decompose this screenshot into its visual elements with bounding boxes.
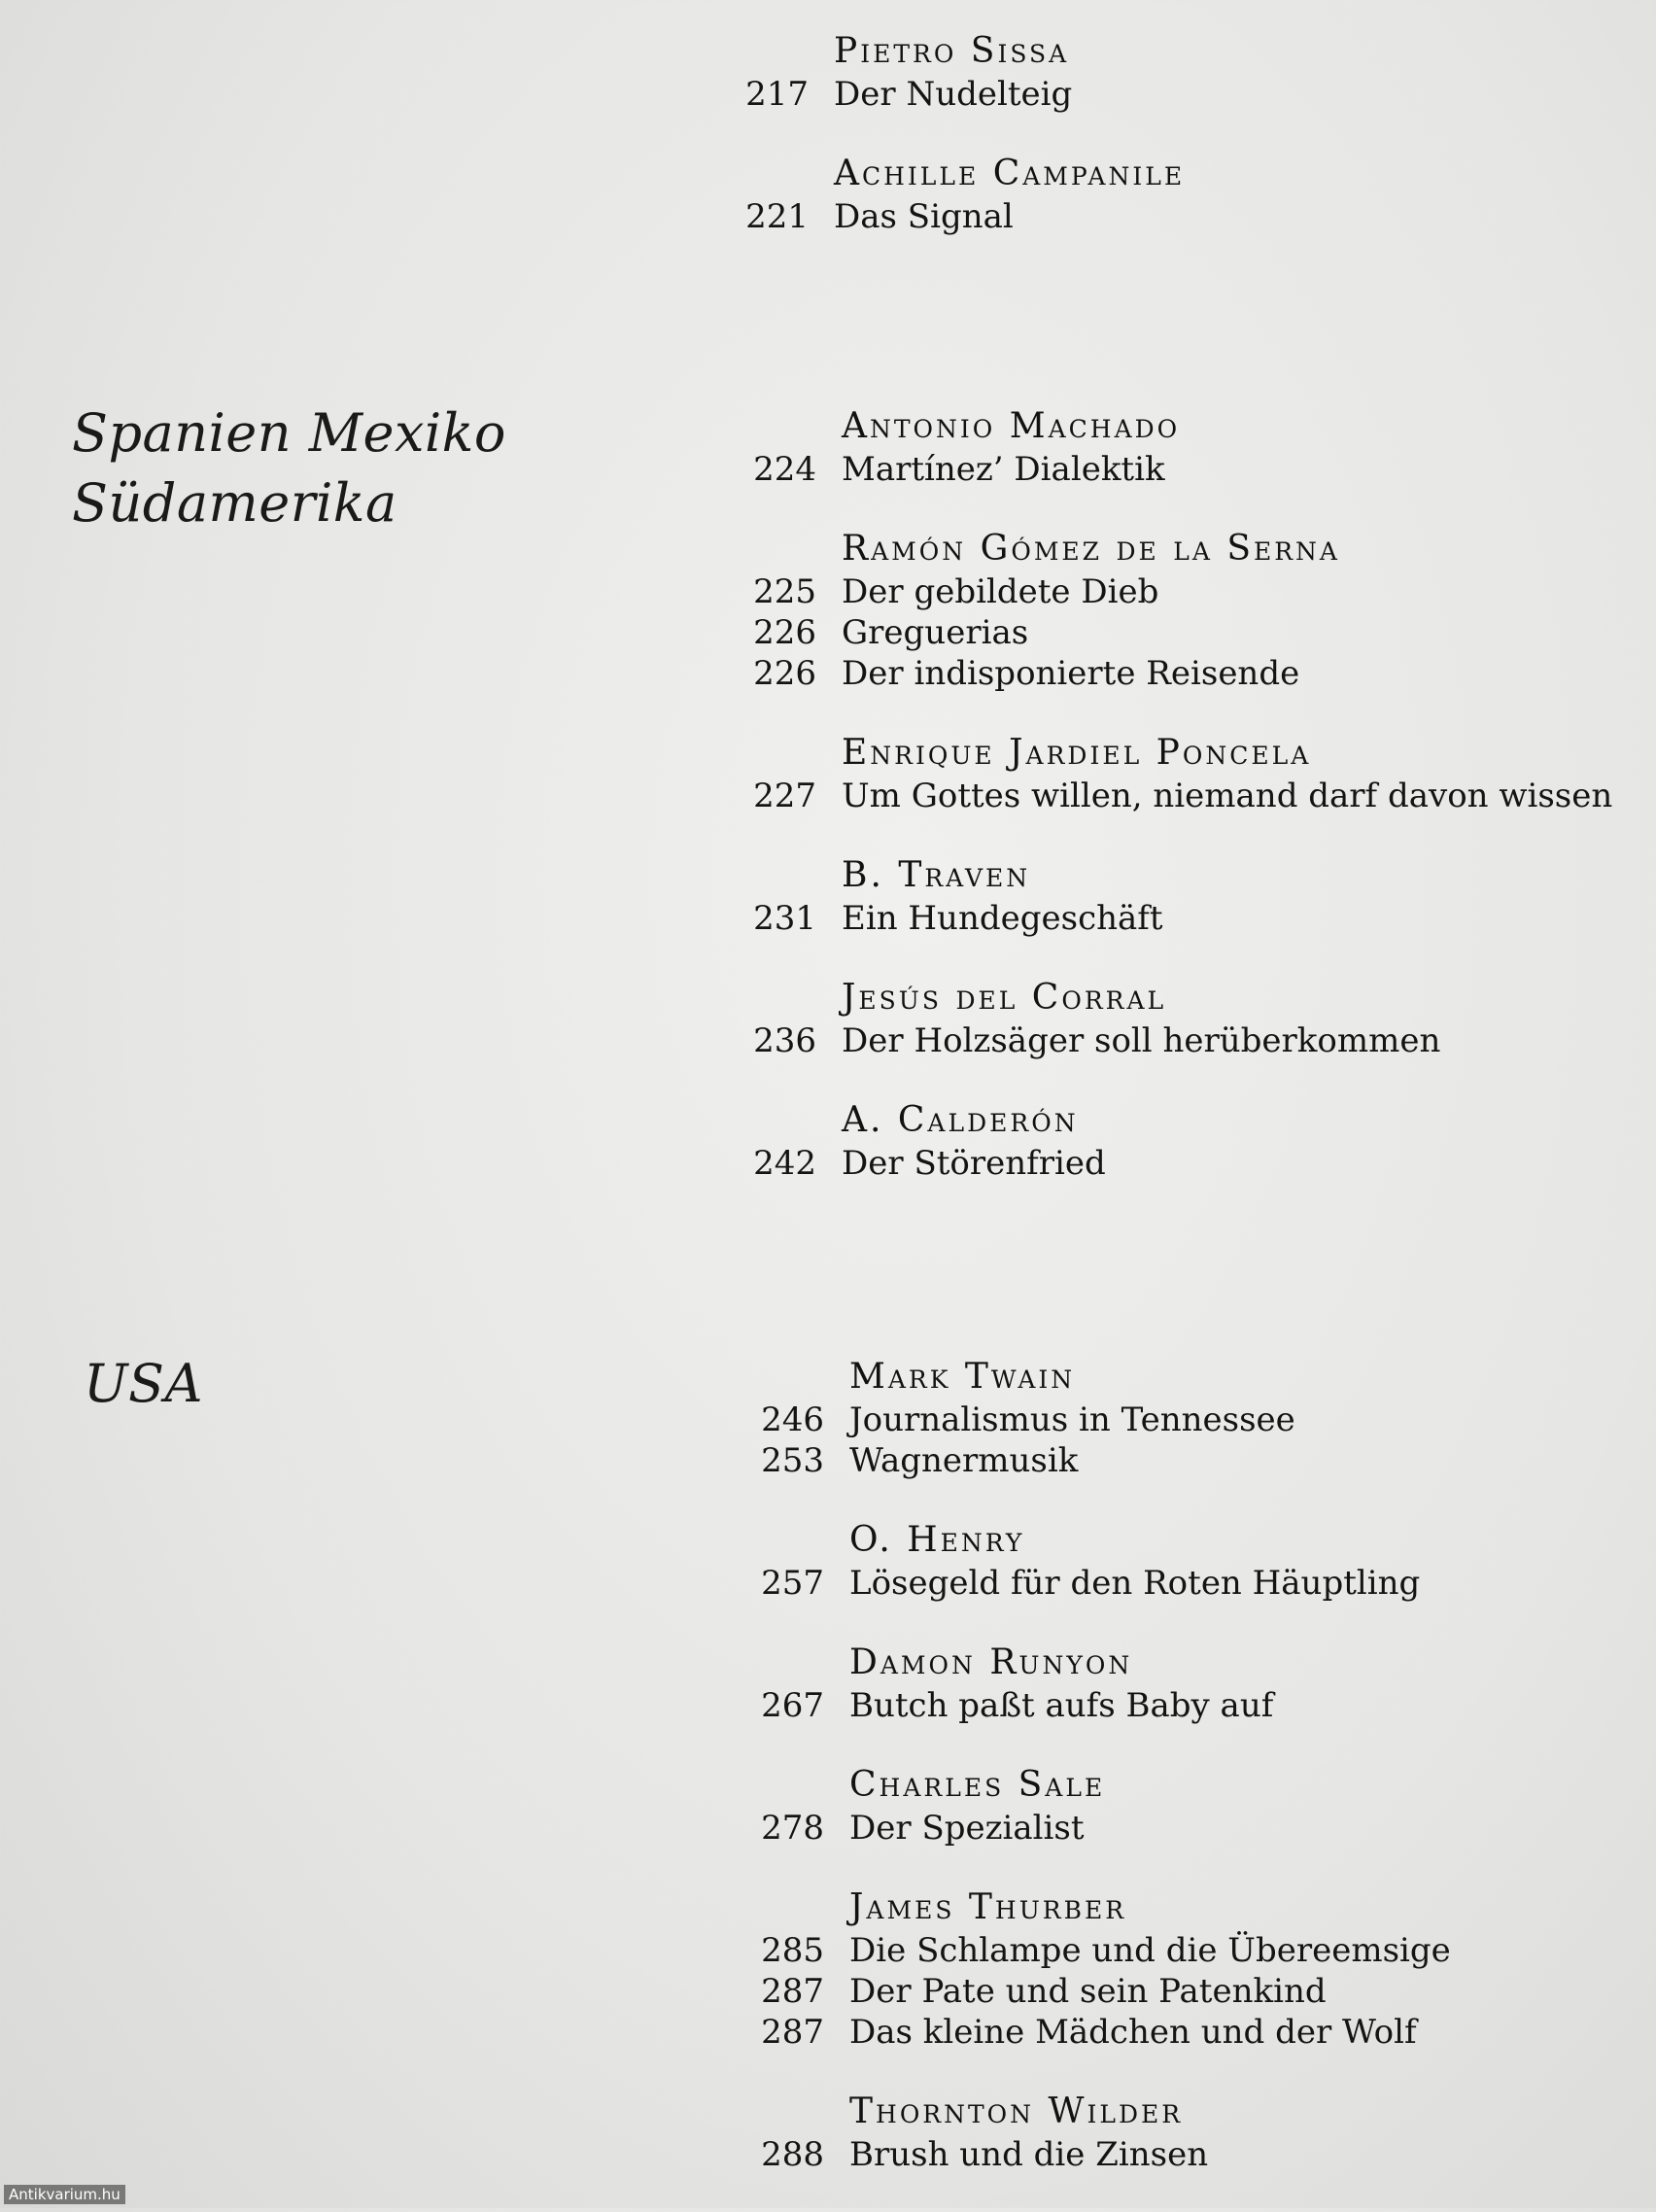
author-entry [735, 1355, 1648, 1481]
work-entry [735, 1930, 1648, 1971]
page-number: 246 [761, 1400, 824, 1439]
author-name: B. Traven [842, 855, 1031, 895]
work-title: Brush und die Zinsen [849, 2135, 1209, 2174]
work-title: Der Pate und sein Patenkind [849, 1972, 1327, 2011]
author-entry [735, 1641, 1648, 1726]
work-title: Butch paßt aufs Baby auf [849, 1686, 1274, 1725]
work-entry [727, 1020, 1640, 1061]
work-entry [735, 2134, 1648, 2175]
region-heading-usa [84, 1349, 203, 1419]
author-name: James Thurber [849, 1887, 1127, 1927]
page-number: 288 [761, 2135, 824, 2174]
work-title: Das kleine Mädchen und der Wolf [849, 2013, 1417, 2052]
page-number: 221 [745, 197, 809, 236]
work-entry [735, 1971, 1648, 2012]
author-name: Jesús del Corral [842, 978, 1167, 1018]
work-title: Ein Hundegeschäft [842, 899, 1163, 938]
page-number: 225 [753, 572, 816, 611]
work-entry [727, 571, 1640, 612]
page-number: 226 [753, 654, 816, 693]
work-title: Um Gottes willen, niemand darf davon wissen [842, 777, 1613, 815]
page-number: 226 [753, 613, 816, 652]
author-name: Damon Runyon [849, 1642, 1133, 1682]
work-title: Der Spezialist [849, 1809, 1085, 1848]
author-name: Pietro Sissa [834, 31, 1070, 71]
author-entry [735, 1763, 1648, 1849]
region-line: Spanien Mexiko [72, 402, 506, 464]
region-line: Südamerika [72, 472, 397, 534]
work-entry [735, 2012, 1648, 2053]
work-title: Die Schlampe und die Übereemsige [849, 1931, 1451, 1970]
work-entry [735, 1440, 1648, 1481]
author-name: O. Henry [849, 1520, 1025, 1560]
page-number: 217 [745, 75, 809, 114]
author-entry [735, 1518, 1648, 1604]
author-entry [719, 152, 1633, 237]
page-number: 231 [753, 899, 816, 938]
work-title: Der indisponierte Reisende [842, 654, 1300, 693]
work-title: Der Störenfried [842, 1144, 1106, 1183]
work-entry [735, 1808, 1648, 1849]
author-entry [719, 29, 1633, 115]
work-title: Lösegeld für den Roten Häuptling [849, 1564, 1421, 1603]
work-entry [727, 776, 1640, 816]
work-entry [719, 196, 1633, 237]
author-entry [727, 976, 1640, 1061]
author-name: Mark Twain [849, 1357, 1076, 1397]
region-line: USA [84, 1353, 203, 1414]
author-name: Thornton Wilder [849, 2091, 1184, 2131]
region-heading-spanien [72, 398, 506, 538]
toc-section-spanien [727, 404, 1640, 1221]
work-title: Journalismus in Tennessee [849, 1400, 1295, 1439]
work-entry [727, 612, 1640, 653]
watermark: Antikvarium.hu [4, 2185, 125, 2204]
page-number: 253 [761, 1441, 824, 1480]
author-entry [727, 1098, 1640, 1184]
author-name: Ramón Gómez de la Serna [842, 529, 1340, 569]
toc-continuation [719, 29, 1633, 274]
author-name: Antonio Machado [842, 406, 1181, 446]
author-name: Achille Campanile [834, 154, 1186, 193]
page-number: 242 [753, 1144, 816, 1183]
author-entry [735, 2090, 1648, 2175]
author-entry [727, 731, 1640, 816]
work-entry [735, 1400, 1648, 1440]
work-title: Greguerias [842, 613, 1029, 652]
author-entry [727, 527, 1640, 694]
author-name: Enrique Jardiel Poncela [842, 733, 1312, 773]
work-entry [727, 898, 1640, 939]
page-number: 267 [761, 1686, 824, 1725]
work-entry [727, 449, 1640, 490]
author-name: Charles Sale [849, 1765, 1106, 1805]
work-entry [735, 1563, 1648, 1604]
page-number: 227 [753, 777, 816, 815]
work-title: Der Holzsäger soll herüberkommen [842, 1021, 1441, 1060]
work-title: Wagnermusik [849, 1441, 1079, 1480]
toc-section-usa [735, 1355, 1648, 2212]
page-number: 287 [761, 1972, 824, 2011]
author-entry [727, 404, 1640, 490]
page-number: 236 [753, 1021, 816, 1060]
work-entry [727, 653, 1640, 694]
work-title: Martínez’ Dialektik [842, 450, 1165, 489]
author-entry [727, 853, 1640, 939]
page-number: 278 [761, 1809, 824, 1848]
page-number: 257 [761, 1564, 824, 1603]
work-title: Das Signal [834, 197, 1014, 236]
author-name: A. Calderón [842, 1100, 1079, 1140]
work-entry [735, 1685, 1648, 1726]
work-title: Der gebildete Dieb [842, 572, 1159, 611]
page-number: 287 [761, 2013, 824, 2052]
page-number: 285 [761, 1931, 824, 1970]
work-entry [727, 1143, 1640, 1184]
author-entry [735, 1885, 1648, 2053]
work-entry [719, 74, 1633, 115]
work-title: Der Nudelteig [834, 75, 1073, 114]
page-number: 224 [753, 450, 816, 489]
